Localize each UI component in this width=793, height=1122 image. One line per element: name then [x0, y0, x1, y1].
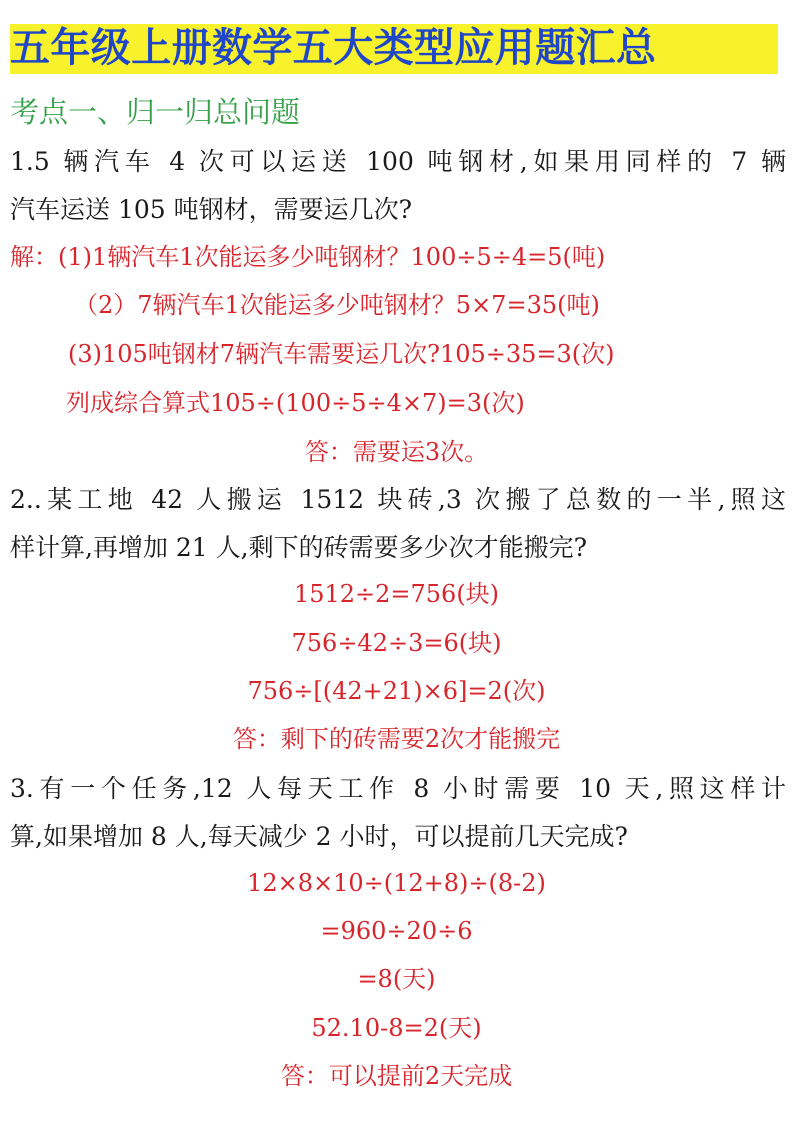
problem-2-solution-step-2: 756÷42÷3=6(块) — [291, 629, 502, 657]
problem-2-answer: 答：剩下的砖需要2次才能搬完 — [232, 725, 561, 753]
problem-2-line-1: 2..某工地 42 人搬运 1512 块砖,3 次搬了总数的一半,照这 — [10, 485, 786, 514]
problem-3-solution-step-1: 12×8×10÷(12+8)÷(8-2) — [247, 869, 546, 897]
page-title: 五年级上册数学五大类型应用题汇总 — [10, 25, 657, 71]
problem-2-line-2: 样计算,再增加 21 人,剩下的砖需要多少次才能搬完? — [10, 533, 588, 562]
problem-1-line-1: 1.5 辆汽车 4 次可以运送 100 吨钢材,如果用同样的 7 辆 — [10, 147, 786, 176]
problem-1-solution-step-2: （2）7辆汽车1次能运多少吨钢材？5×7=35(吨) — [74, 291, 600, 319]
problem-1-combined-formula: 列成综合算式105÷(100÷5÷4×7)=3(次) — [66, 389, 525, 417]
problem-1-line-2: 汽车运送 105 吨钢材，需要运几次? — [10, 195, 413, 224]
problem-1-solution-step-1: 解：(1)1辆汽车1次能运多少吨钢材？100÷5÷4=5(吨) — [10, 243, 606, 271]
problem-3-line-1: 3.有一个任务,12 人每天工作 8 小时需要 10 天,照这样计 — [10, 774, 786, 803]
problem-2-solution-step-3: 756÷[(42+21)×6]=2(次) — [247, 677, 546, 705]
problem-2-solution-step-1: 1512÷2=756(块) — [293, 580, 500, 608]
problem-3-solution-step-4: 52.10-8=2(天) — [311, 1014, 482, 1042]
problem-3-line-2: 算,如果增加 8 人,每天减少 2 小时，可以提前几天完成? — [10, 822, 628, 851]
problem-3-solution-step-2: =960÷20÷6 — [320, 917, 473, 945]
problem-1-solution-step-3: (3)105吨钢材7辆汽车需要运几次?105÷35=3(次) — [68, 340, 615, 368]
problem-1-answer: 答：需要运3次。 — [304, 438, 489, 466]
problem-3-answer: 答：可以提前2天完成 — [280, 1062, 513, 1090]
section-heading: 考点一、归一归总问题 — [10, 95, 301, 129]
problem-3-solution-step-3: =8(天) — [357, 965, 436, 993]
